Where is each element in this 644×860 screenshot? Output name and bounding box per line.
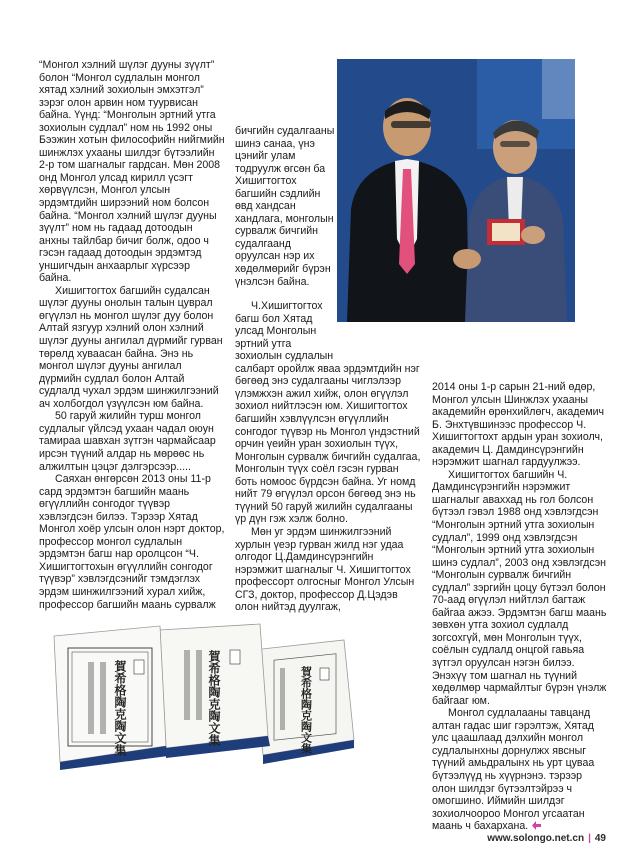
page-footer <box>487 833 606 844</box>
website-url: www.solongo.net.cn <box>487 833 585 844</box>
paragraph: Хишигтогтох багшийн Ч. Дамдинсүрэнгийн нэрэмжит шагналыг аваххад нь гол болсон бүтээл гэвэл 1988 онд хэвлэгдсэн “Монголын эртний утга зохиолын судлал”, 1999 онд хэвлэгдсэн “Монголын эртний утга зохиолын шинэ судлал”, 2003 онд хэвлэгдсэн “Монголын сурвалж бичгийн судлал” зэргийн цоцу бүтээл болон 70-аад өгүүлэл нийтлэл багтаж байгаа ажээ. Эрдэмтэн багш маань зөвхөн утга зохиол судлалд зогсохгүй, мөн Монголын түүх, соёлын судлалд онцгой гавьяа зүтгэл оруулсан нэгэн билээ. Энэхүү том шагнал нь түүний хөдөлмөр чармайлтыг бүрэн үнэлж байгааг юм. <box>432 468 607 707</box>
page-number: 49 <box>594 833 606 844</box>
paragraph: “Монгол хэлний шүлэг дууны зүүлт” болон “Монгол судлалын монгол хятад хэлний зохиолын эмхэтгэл” зэрэг олон арвин ном туурвисан байна. Үүнд: “Монголын эртний утга зохиолын судлал” ном нь 1992 оны Бээжин хотын философийн нийгмийн шинжлэх ухааны шилдэг бүтээлийн 2-р том шагналыг гардсан. Мөн 2008 онд Монгол улсад кирилл үсэгт хөрвүүлсэн, Монгол улсын эрдэмтдийн ширээний ном болсон байна. “Монгол хэлний шүлэг дууны зүүлт” ном нь гадаад дотоодын анхны тайлбар бичиг болж, одоо ч гэсэн гадаад дотоодын эрдэмтэд уншигчдын анхаарлыг хүрсээр байна. <box>39 59 225 285</box>
paragraph: Саяхан өнгөрсөн 2013 оны 11-р сард эрдэмтэн багшийн маань өгүүллийн сонгодог түүвэр хэвлэгдсэн билээ. Тэрээр Хятад Монгол хоёр улсын олон нэрт доктор, профессор монгол судлалын эрдэмтэн багш нар оролцсон “Ч. Хишигтогтохын өгүүллийн сонгодог түүвэр” хэвлэгдсэнийг тэмдэглэх эрдэм шинжилгээний хурал хийж, профессор багшийн маань сурвалж <box>39 473 225 611</box>
book-1 <box>54 626 168 770</box>
paragraph: Хишигтогтох багшийн судалсан шүлэг дууны онолын талын цуврал өгүүлэл нь монгол шүлэг дуу болон Алтай язгуур хэлний олон хэлний шүлэг дууны ангилал дүрмийг гурван төрөлд хуваасан байна. Энэ нь монгол шүлэг дууны ангилал дүрмийн судлал болон Алтай судлалд чухал эрдэм шинжилгээний ач холбогдол үзүүлсэн юм байна. <box>39 284 223 410</box>
book-collection-photo <box>48 610 358 770</box>
article-column-1 <box>39 59 225 611</box>
paragraph <box>432 707 608 832</box>
paragraph: 50 гаруй жилийн турш монгол судлалыг үйлсэд ухаан чадал оюун тамираа шавхан зүтгэн чармайсаар ирсэн түүний алдар нь мөрөөс нь алжилтын цэцэг дэлгэрсээр..... <box>39 410 216 473</box>
paragraph: салбарт оройлж яваа эрдэмтдийн нэг бөгөөд энэ судалгааны чиглэлээр үлэмжхэн ажил хийж, олон өгүүлэл зохиол нийтлэсэн юм. Хишигтогтох багшийн хэвлүүлсэн өгүүллийн сонгодог түүвэр нь Монгол үндэстний орчин үеийн уран зохиолын түүх, Монголын сурвалж бичгийн судалгаа, Монголын түүх соёл гэсэн гурван боть номоос бүрдсэн байна. Уг номд нийт 79 өгүүлэл орсон бөгөөд энэ нь түүний 50 гаруй жилийн судалгааны үр дүн гэж хэлж болно. <box>235 362 421 526</box>
paragraph: бичгийн судалгааны шинэ санаа, үнэ цэнийг улам тодруулж өгсөн ба Хишигтогтох багшийн сэдлийн өвд хандсан хандлага, монголын сурвалж бичгийн судалгаанд оруулсан нэр их хөдөлмөрийг бүрэн үнэлсэн байна. <box>235 125 335 288</box>
book-title: 賀希格陶克陶文集 <box>113 660 127 756</box>
footer-separator: | <box>588 833 591 844</box>
book-title: 賀希格陶克陶文集 <box>207 650 221 746</box>
article-column-3 <box>432 381 608 833</box>
paragraph: Мөн уг эрдэм шинжилгээний хурлын үеэр гурван жилд нэг удаа олгодог Ц.Дамдинсүрэнгийн нэрэмжит шагналыг Ч. Хишигтогтох профессорт олгосныг Монгол Улсын СГЗ, доктор, профессор Д.Цэдэв олон нийтэд дуулгаж, <box>235 525 415 614</box>
paragraph: 2014 оны 1-р сарын 21-ний өдөр, Монгол улсын Шинжлэх ухааны академийн өрөнхийлөгч, академич Б. Энхтүвшинээс профессор Ч. Хишигтогтохт ардын уран зохиолч, академич Ц. Дамдинсүрэнгийн нэрэмжит шагнал гардуулжээ. <box>432 381 605 469</box>
book-title: 賀希格陶克陶文集 <box>299 666 313 754</box>
books-illustration <box>48 610 358 770</box>
paragraph: Ч.Хишигтогтох багш бол Хятад улсад Монголын эртний утга зохиолын судлалын <box>235 300 334 363</box>
end-of-article-icon <box>532 821 541 830</box>
award-ceremony-photo <box>337 59 575 322</box>
paragraph-text: Монгол судлалааны тавцанд алтан гадас шиг гэрэлтэж, Хятад улс цаашлаад дэлхийн монгол судлалынхны дорнулжх явсныг түүний амьдралынх нь урт цуваа бүтээлүүд нь хүүрнэнэ. тэрээр олон шилдэг бүтээлтэйрээ ч омогшино. Иймийн шилдэг зохиолчоороо Монгол угсаатан маань ч бахархана. <box>432 707 595 833</box>
article-column-2 <box>235 125 421 614</box>
photo-illustration <box>337 59 575 322</box>
